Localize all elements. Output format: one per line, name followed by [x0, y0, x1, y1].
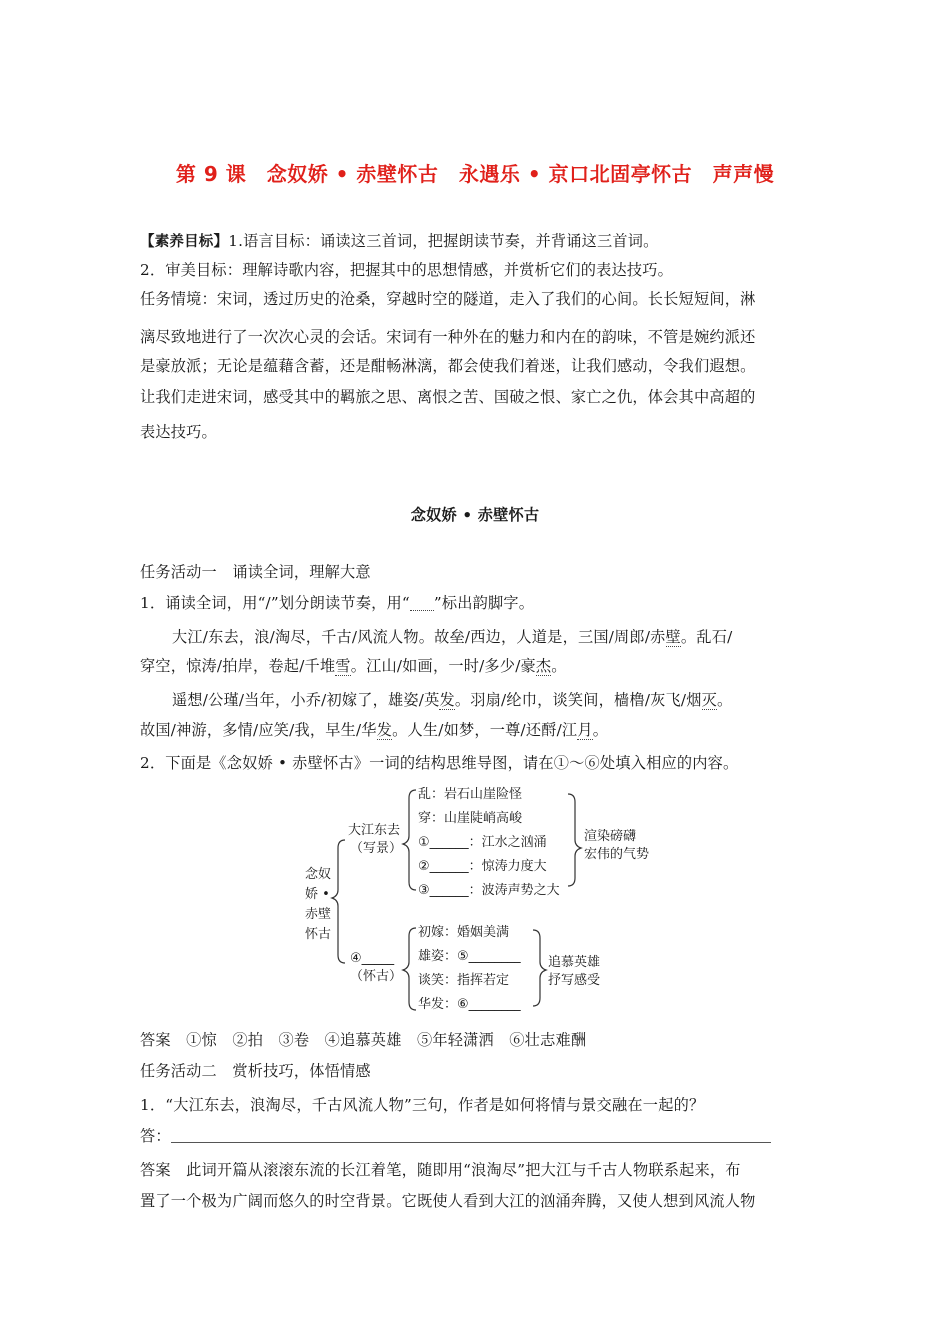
goal-line-2: 2．审美目标：理解诗歌内容，把握其中的思想情感，并赏析它们的表达技巧。 — [140, 261, 674, 279]
task1-question-1: 1．诵读全词，用“/”划分朗读节奏，用“ ”标出韵脚字。 — [140, 594, 535, 612]
root-2: 娇 • — [305, 887, 330, 902]
top-result-1: 渲染磅礴 — [584, 829, 637, 844]
top-node-2: （写景） — [350, 841, 403, 856]
scenario-line-4: 让我们走进宋词，感受其中的羁旅之思、离恨之苦、国破之恨、家亡之仇，体会其中高超的 — [140, 388, 756, 406]
poem-line-3: 遥想/公瑾/当年，小乔/初嫁了，雄姿/英发。羽扇/纶巾，谈笑间，樯橹/灰飞/烟灭。 — [172, 691, 733, 709]
scenario-line-1: 任务情境：宋词，透过历史的沧桑，穿越时空的隧道，走入了我们的心间。长长短短间，淋 — [140, 290, 756, 308]
goal-line-1: 【素养目标】1.语言目标：诵读这三首词，把握朗读节奏，并背诵这三首词。 — [140, 232, 659, 250]
poem-line-1: 大江/东去，浪/淘尽，千古/风流人物。故垒/西边，人道是，三国/周郎/赤壁。乱石/ — [172, 628, 733, 646]
top-item-3: ①______：江水之汹涌 — [418, 835, 547, 850]
answer-2-line-1: 答案 此词开篇从滚滚东流的长江着笔，随即用“浪淘尽”把大江与千古人物联系起来，布 — [140, 1161, 741, 1179]
top-item-1: 乱：岩石山崖险怪 — [418, 787, 523, 802]
top-item-2: 穿：山崖陡峭高峻 — [418, 811, 523, 826]
scenario-line-2: 漓尽致地进行了一次次心灵的会话。宋词有一种外在的魅力和内在的韵味，不管是婉约派还 — [140, 328, 756, 346]
poem-line-2: 穿空，惊涛/拍岸，卷起/千堆雪。江山/如画，一时/多少/豪杰。 — [140, 657, 567, 675]
poem-line-4: 故国/神游，多情/应笑/我，早生/华发。人生/如梦，一尊/还酹/江月。 — [140, 721, 609, 739]
goals-tag: 【素养目标】 — [140, 234, 229, 250]
root-3: 赤壁 — [305, 907, 332, 922]
root-1: 念奴 — [305, 867, 332, 882]
rhyme-mark-sample — [410, 596, 434, 611]
answer-label: 答： — [140, 1127, 171, 1145]
task1-heading: 任务活动一 诵读全词，理解大意 — [140, 563, 371, 581]
top-item-4: ②______：惊涛力度大 — [418, 859, 547, 874]
bottom-item-1: 初嫁：婚姻美满 — [418, 925, 510, 940]
top-result-2: 宏伟的气势 — [584, 847, 650, 862]
scenario-line-3: 是豪放派；无论是蕴藉含蓄，还是酣畅淋漓，都会使我们着迷，让我们感动，令我们遐想。 — [140, 357, 756, 375]
answer-2-line-2: 置了一个极为广阔而悠久的时空背景。它既使人看到大江的汹涌奔腾，又使人想到风流人物 — [140, 1192, 756, 1210]
lesson-title: 第 9 课 念奴娇 • 赤壁怀古 永遇乐 • 京口北固亭怀古 声声慢 — [175, 162, 775, 186]
bottom-item-3: 谈笑：指挥若定 — [418, 973, 510, 988]
root-4: 怀古 — [305, 927, 332, 942]
task1-question-2: 2．下面是《念奴娇 • 赤壁怀古》一词的结构思维导图，请在①～⑥处填入相应的内容。 — [140, 754, 739, 772]
section-title: 念奴娇 • 赤壁怀古 — [410, 506, 540, 524]
bottom-node-1: ④_____ — [350, 951, 395, 966]
answer-field-row — [140, 1126, 812, 1146]
task2-heading: 任务活动二 赏析技巧，体悟情感 — [140, 1062, 371, 1080]
bottom-result-1: 追慕英雄 — [548, 955, 601, 970]
scenario-line-5: 表达技巧。 — [140, 423, 217, 441]
top-node-1: 大江东去 — [348, 823, 401, 838]
mind-map — [0, 780, 950, 1020]
answer-blank[interactable] — [171, 1127, 771, 1143]
top-item-5: ③______：波涛声势之大 — [418, 883, 560, 898]
task2-question-1: 1．“大江东去，浪淘尽，千古风流人物”三句，作者是如何将情与景交融在一起的？ — [140, 1096, 705, 1114]
bottom-result-2: 抒写感受 — [548, 973, 601, 988]
bottom-item-4: 华发：⑥________ — [418, 997, 521, 1012]
bottom-node-2: （怀古） — [350, 969, 403, 984]
answer-1: 答案 ①惊 ②拍 ③卷 ④追慕英雄 ⑤年轻潇洒 ⑥壮志难酬 — [140, 1031, 587, 1049]
bottom-item-2: 雄姿：⑤________ — [418, 949, 521, 964]
